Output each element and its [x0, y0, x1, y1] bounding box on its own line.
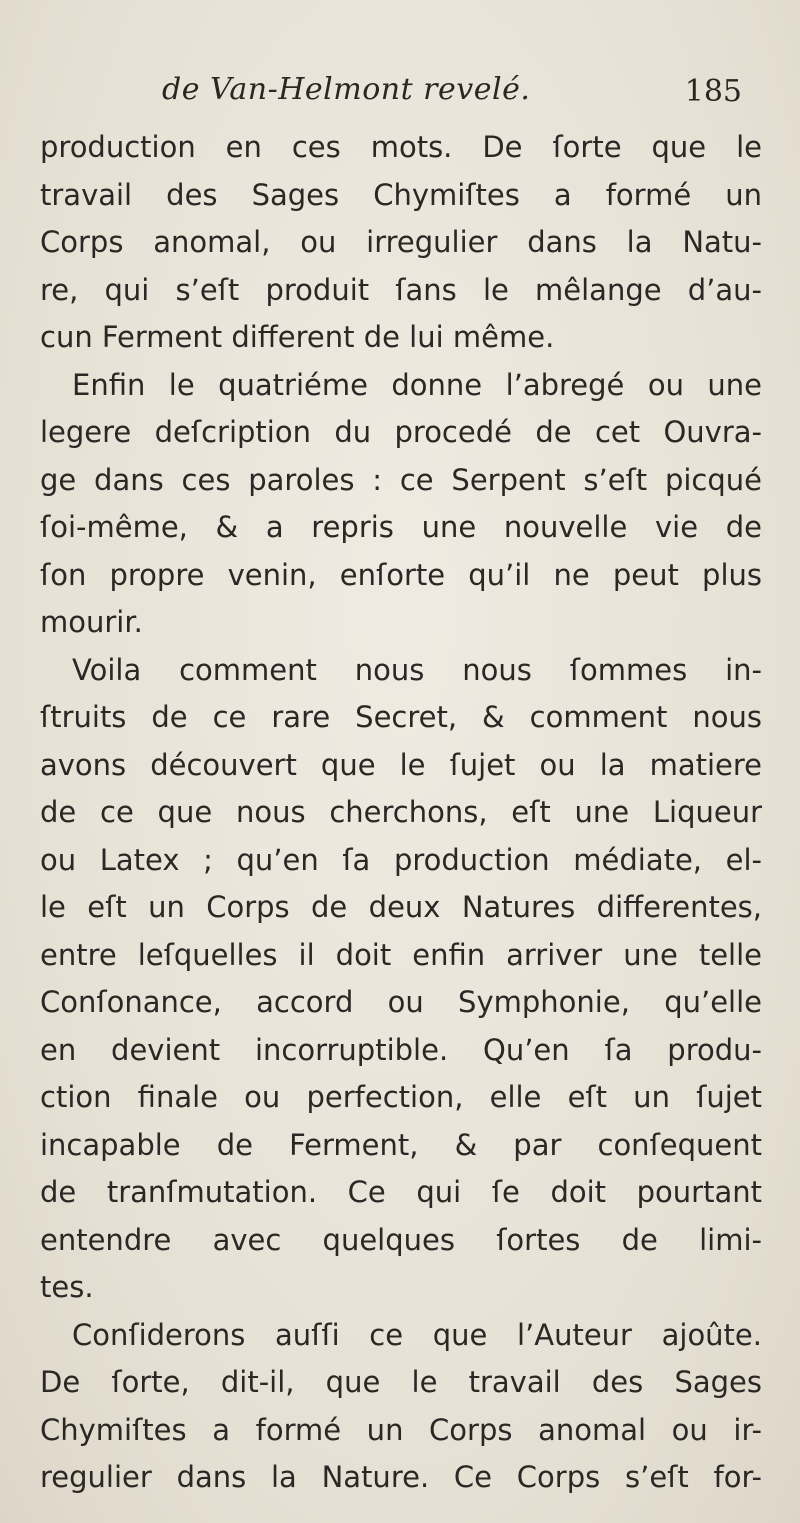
text-line: avons découvert que le ſujet ou la matiere	[40, 747, 762, 782]
text-line: Conſiderons auſſi ce que l’Auteur ajoûte.	[72, 1317, 762, 1352]
text-line: entre leſquelles il doit enfin arriver une telle	[40, 937, 762, 972]
text-line: incapable de Ferment, & par conſequent	[40, 1127, 762, 1162]
text-line: ſtruits de ce rare Secret, & comment nous	[40, 700, 762, 734]
body-text	[40, 124, 762, 1502]
text-line: Chymiſtes a formé un Corps anomal ou ir-	[40, 1412, 762, 1447]
text-line: ge dans ces paroles : ce Serpent s’eſt picqué	[40, 462, 762, 497]
text-line: De ſorte, dit-il, que le travail des Sages	[40, 1365, 762, 1399]
text-line: tes.	[40, 1270, 94, 1304]
text-line: de ce que nous cherchons, eſt une Liqueur	[40, 795, 762, 829]
text-line: Conſonance, accord ou Symphonie, qu’elle	[40, 985, 762, 1019]
text-line: legere deſcription du procedé de cet Ouvra-	[40, 415, 762, 449]
text-line: le eſt un Corps de deux Natures differentes,	[40, 890, 762, 924]
text-line: Voila comment nous nous ſommes in-	[72, 652, 762, 687]
page-number: 185	[684, 74, 742, 109]
text-line: ction finale ou perfection, elle eſt un ſujet	[40, 1080, 762, 1114]
text-line: regulier dans la Nature. Ce Corps s’eſt for-	[40, 1460, 762, 1494]
text-line: re, qui s’eſt produit ſans le mêlange d’au-	[40, 272, 762, 307]
text-line: mourir.	[40, 605, 143, 639]
text-line: Enfin le quatriéme donne l’abregé ou une	[72, 367, 762, 402]
text-line: ou Latex ; qu’en ſa production médiate, el-	[40, 842, 762, 877]
text-line: Corps anomal, ou irregulier dans la Natu-	[40, 225, 762, 259]
text-line: travail des Sages Chymiſtes a formé un	[40, 177, 762, 212]
text-line: ſon propre venin, enſorte qu’il ne peut plus	[40, 557, 762, 592]
text-line: cun Ferment different de lui même.	[40, 320, 555, 354]
text-line: production en ces mots. De ſorte que le	[40, 130, 762, 164]
running-head	[162, 72, 742, 120]
text-line: entendre avec quelques ſortes de limi-	[40, 1222, 762, 1257]
text-line: de tranſmutation. Ce qui ſe doit pourtant	[40, 1175, 762, 1209]
text-line: en devient incorruptible. Qu’en ſa produ-	[40, 1032, 762, 1067]
text-line: ſoi-même, & a repris une nouvelle vie de	[40, 510, 762, 544]
running-title: de Van-Helmont revelé.	[162, 72, 531, 107]
